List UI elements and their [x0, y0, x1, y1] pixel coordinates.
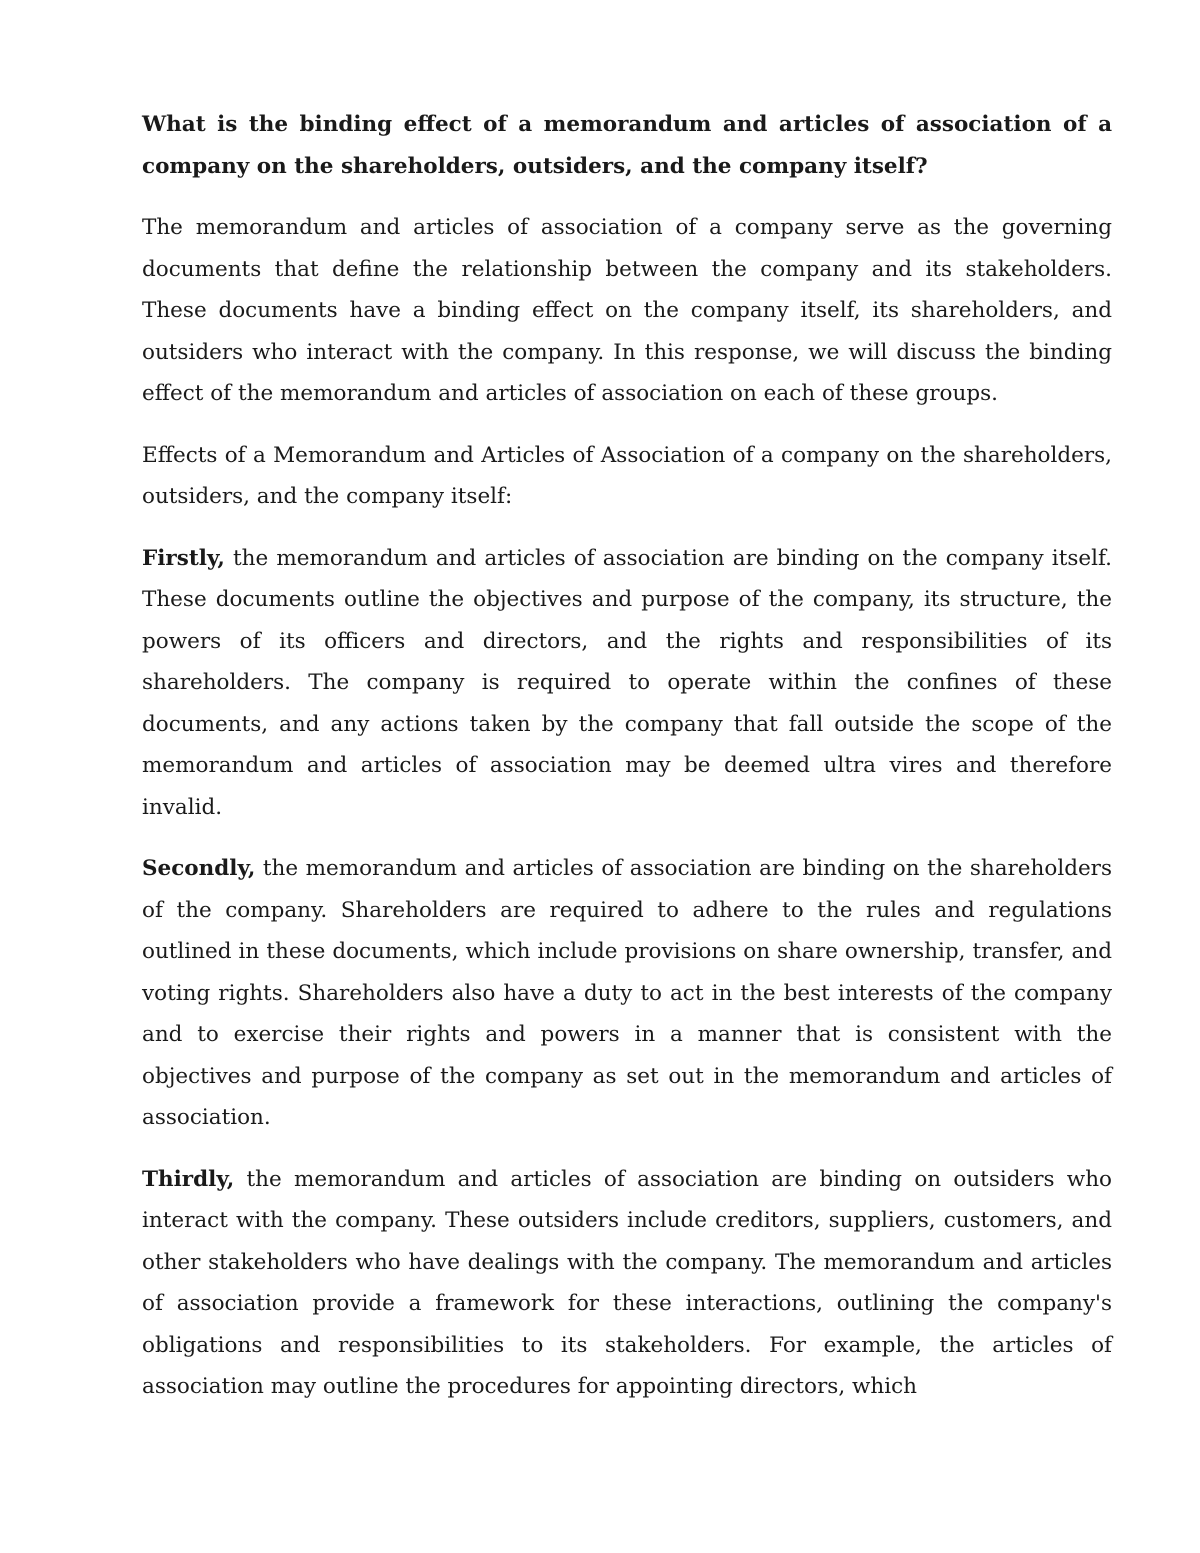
effects-heading-paragraph: Effects of a Memorandum and Articles of Association of a company on the shareholders, outsiders, and the company itself: [142, 442, 1112, 509]
secondly-text: the memorandum and articles of association are binding on the shareholders of the company. Shareholders are required to adhere to the rules and regulations outlined in these documents, which include provisions on share ownership, transfer, and voting rights. Shareholders also have a duty to act in the best interests of the company and to exercise their rights and powers in a manner that is consistent with the objectives and purpose of the company as set out in the memorandum and articles of association. [142, 856, 1112, 1130]
secondly-paragraph [142, 848, 1112, 1139]
firstly-lead: Firstly, [142, 545, 225, 571]
document-title: What is the binding effect of a memorandum and articles of association of a company on the shareholders, outsiders, and the company itself? [142, 112, 1112, 179]
intro-paragraph: The memorandum and articles of association of a company serve as the governing documents that define the relationship between the company and its stakeholders. These documents have a binding effect on the company itself, its shareholders, and outsiders who interact with the company. In this response, we will discuss the binding effect of the memorandum and articles of association on each of these groups. [142, 215, 1112, 406]
firstly-paragraph [142, 538, 1112, 829]
thirdly-paragraph [142, 1159, 1112, 1408]
firstly-text: the memorandum and articles of association are binding on the company itself. These documents outline the objectives and purpose of the company, its structure, the powers of its officers and directors, and the rights and responsibilities of its shareholders. The company is required to operate within the confines of these documents, and any actions taken by the company that fall outside the scope of the memorandum and articles of association may be deemed ultra vires and therefore invalid. [142, 545, 1112, 820]
document-page [142, 104, 1112, 1408]
thirdly-lead: Thirdly, [142, 1166, 235, 1192]
secondly-lead: Secondly, [142, 856, 256, 881]
thirdly-text: the memorandum and articles of association are binding on outsiders who interact with the company. These outsiders include creditors, suppliers, customers, and other stakeholders who have dealings with the company. The memorandum and articles of association provide a framework for these interactions, outlining the company's obligations and responsibilities to its stakeholders. For example, the articles of association may outline the procedures for appointing directors, which [142, 1166, 1112, 1399]
